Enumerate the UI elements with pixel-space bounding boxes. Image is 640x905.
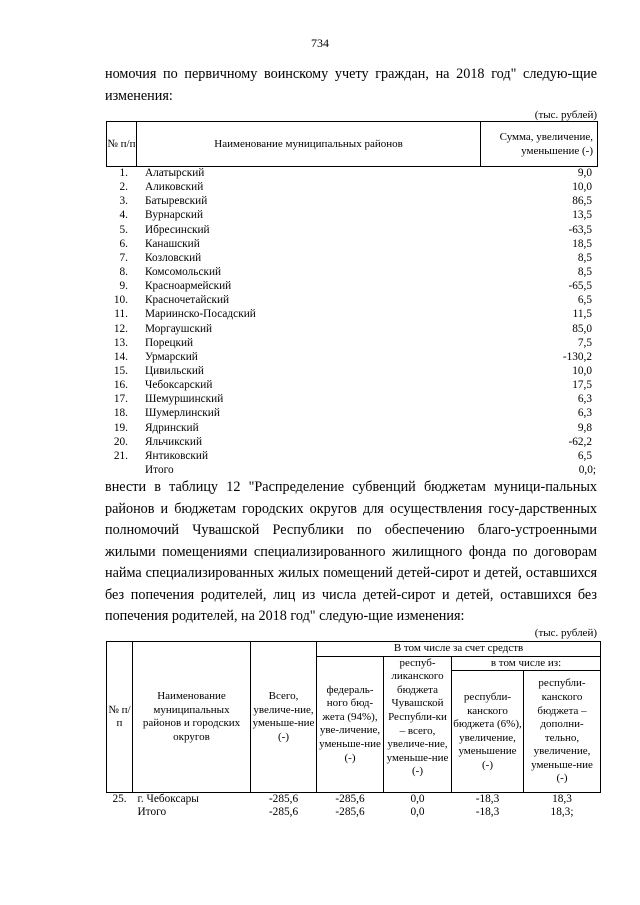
- row-number: 17.: [113, 393, 128, 406]
- table2-header-incl: в том числе из:: [452, 656, 601, 671]
- row-republic-total: 0,0: [410, 806, 425, 819]
- table2-header-total: Всего, увеличе-ние, уменьше-ние (-): [251, 642, 317, 793]
- row-total: -285,6: [268, 793, 299, 806]
- district-name: Цивильский: [145, 364, 204, 377]
- district-name: Аликовский: [145, 181, 204, 194]
- amount-value: 7,5: [577, 336, 592, 349]
- table-row: [106, 265, 596, 279]
- amount-value: -65,5: [568, 280, 592, 293]
- row-number: 20.: [113, 435, 128, 448]
- district-name: Красноармейский: [145, 280, 232, 293]
- amount-value: -63,5: [568, 223, 592, 236]
- row-republic-6: -18,3: [475, 806, 500, 819]
- district-name: Порецкий: [145, 336, 194, 349]
- table-row: [106, 237, 596, 251]
- district-name: Чебоксарский: [145, 379, 213, 392]
- table2-unit: (тыс. рублей): [534, 627, 597, 639]
- table-row: [106, 421, 596, 435]
- amount-value: 9,8: [577, 421, 592, 434]
- amount-value: 6,3: [577, 393, 592, 406]
- row-number: 19.: [113, 421, 128, 434]
- table2-header-republic-total: респуб-ликанского бюджета Чувашской Республи-ки – всего, увеличе-ние, уменьше-ние (-): [384, 656, 452, 793]
- table-row: [106, 251, 596, 265]
- intro-paragraph: номочия по первичному воинскому учету граждан, на 2018 год" следую-щие изменения:: [105, 66, 597, 104]
- district-name: Ядринский: [145, 421, 199, 434]
- row-num: [107, 806, 133, 819]
- row-number: 5.: [119, 223, 128, 236]
- district-name: Вурнарский: [145, 209, 203, 222]
- district-name: Шемуршинский: [145, 393, 224, 406]
- row-federal: -285,6: [335, 793, 365, 806]
- amount-value: 8,5: [577, 265, 592, 278]
- amount-value: -130,2: [562, 350, 592, 363]
- instruction-paragraph: внести в таблицу 12 "Распределение субвенций бюджетам муници-пальных районов и бюджетам городских округов для осуществления госу-дарственных полномочий Чувашской Республики по обеспечению благо-устроенными жилыми помещениями специализированного жилищного фонда по договорам найма специализированных жилых помещений детей-сирот и детей, оставшихся без попечения родителей, лиц из числа детей-сирот и детей, оставшихся без попечения родителей, на 2018 год" следую-щие изменения:: [105, 479, 597, 624]
- table-row: [106, 463, 596, 477]
- table-row: [106, 336, 596, 350]
- row-number: 13.: [113, 336, 128, 349]
- district-name: Шумерлинский: [145, 407, 220, 420]
- row-number: 16.: [113, 379, 128, 392]
- district-name: Комсомольский: [145, 265, 222, 278]
- amount-value: 0,0;: [578, 463, 596, 476]
- district-name: Канашский: [145, 237, 200, 250]
- row-republic-total: 0,0: [410, 793, 425, 806]
- district-name: Урмарский: [145, 350, 198, 363]
- district-name: Батыревский: [145, 195, 208, 208]
- district-name: Яльчикский: [145, 435, 202, 448]
- table-row: [106, 223, 596, 237]
- district-name: Мариинско-Посадский: [145, 308, 256, 321]
- amount-value: 6,5: [577, 449, 592, 462]
- row-num: 25.: [112, 793, 127, 806]
- table-row: [106, 208, 596, 222]
- row-number: 7.: [119, 251, 128, 264]
- table-row: [106, 307, 596, 321]
- district-name: Итого: [145, 463, 174, 476]
- table2-header-num: № п/п: [107, 642, 133, 793]
- row-number: 6.: [119, 237, 128, 250]
- district-name: Красночетайский: [145, 294, 230, 307]
- table-row: [106, 166, 596, 180]
- row-number: 11.: [114, 308, 128, 321]
- district-name: Козловский: [145, 251, 202, 264]
- row-republic-extra: 18,3;: [550, 806, 574, 819]
- row-number: 10.: [113, 294, 128, 307]
- table1-unit: (тыс. рублей): [534, 109, 597, 121]
- row-federal: -285,6: [335, 806, 365, 819]
- amount-value: 17,5: [572, 379, 592, 392]
- amount-value: 13,5: [572, 209, 592, 222]
- table1-body: [106, 166, 596, 477]
- amount-value: 10,0: [572, 181, 592, 194]
- row-number: 9.: [119, 280, 128, 293]
- table-row: [106, 406, 596, 420]
- amount-value: -62,2: [568, 435, 592, 448]
- table-row: [106, 194, 596, 208]
- table-row: [106, 279, 596, 293]
- table1-header-name: Наименование муниципальных районов: [136, 122, 480, 167]
- table1-header: [106, 121, 598, 167]
- row-number: 3.: [119, 195, 128, 208]
- table-row: [106, 364, 596, 378]
- amount-value: 18,5: [572, 237, 592, 250]
- table-row: [106, 350, 596, 364]
- row-name: г. Чебоксары: [137, 793, 199, 806]
- table2-header-republic-extra: республи-канского бюджета – дополни-тельно, увеличение, уменьше-ние (-): [524, 671, 601, 793]
- amount-value: 85,0: [572, 322, 592, 335]
- table-row: [107, 806, 601, 819]
- amount-value: 11,5: [572, 308, 592, 321]
- table-row: [106, 435, 596, 449]
- district-name: Ибресинский: [145, 223, 210, 236]
- row-number: 18.: [113, 407, 128, 420]
- page-number: 734: [311, 36, 329, 50]
- row-number: 2.: [119, 181, 128, 194]
- table-row: [106, 180, 596, 194]
- amount-value: 10,0: [572, 364, 592, 377]
- district-name: Янтиковский: [145, 449, 208, 462]
- table-row: [107, 793, 601, 807]
- row-republic-6: -18,3: [475, 793, 500, 806]
- table-row: [106, 322, 596, 336]
- row-number: 12.: [113, 322, 128, 335]
- row-number: 8.: [119, 265, 128, 278]
- table-row: [106, 293, 596, 307]
- row-total: -285,6: [268, 806, 299, 819]
- amount-value: 9,0: [577, 167, 592, 179]
- table-row: [106, 392, 596, 406]
- row-name: Итого: [137, 806, 167, 819]
- district-name: Алатырский: [145, 167, 205, 179]
- row-number: 15.: [113, 364, 128, 377]
- table2-header-incl-sources: В том числе за счет средств: [317, 642, 601, 657]
- row-number: 1.: [119, 167, 128, 179]
- amount-value: 8,5: [577, 251, 592, 264]
- row-republic-extra: 18,3: [552, 793, 572, 806]
- table1-header-sum: Сумма, увеличение, уменьшение (-): [481, 122, 598, 167]
- row-number: 21.: [113, 449, 128, 462]
- amount-value: 6,5: [577, 294, 592, 307]
- row-number: 14.: [113, 350, 128, 363]
- table1-header-num: № п/п: [107, 122, 137, 167]
- table2-header-name: Наименование муниципальных районов и городских округов: [133, 642, 251, 793]
- table2-header-federal: федераль-ного бюд-жета (94%), уве-личение, уменьше-ние (-): [317, 656, 384, 793]
- table-row: [106, 449, 596, 463]
- amount-value: 86,5: [572, 195, 592, 208]
- amount-value: 6,3: [577, 407, 592, 420]
- table2: [106, 641, 601, 819]
- row-number: 4.: [119, 209, 128, 222]
- table2-header-republic-6: республи-канского бюджета (6%), увеличение, уменьшение (-): [452, 671, 524, 793]
- district-name: Моргаушский: [145, 322, 213, 335]
- table-row: [106, 378, 596, 392]
